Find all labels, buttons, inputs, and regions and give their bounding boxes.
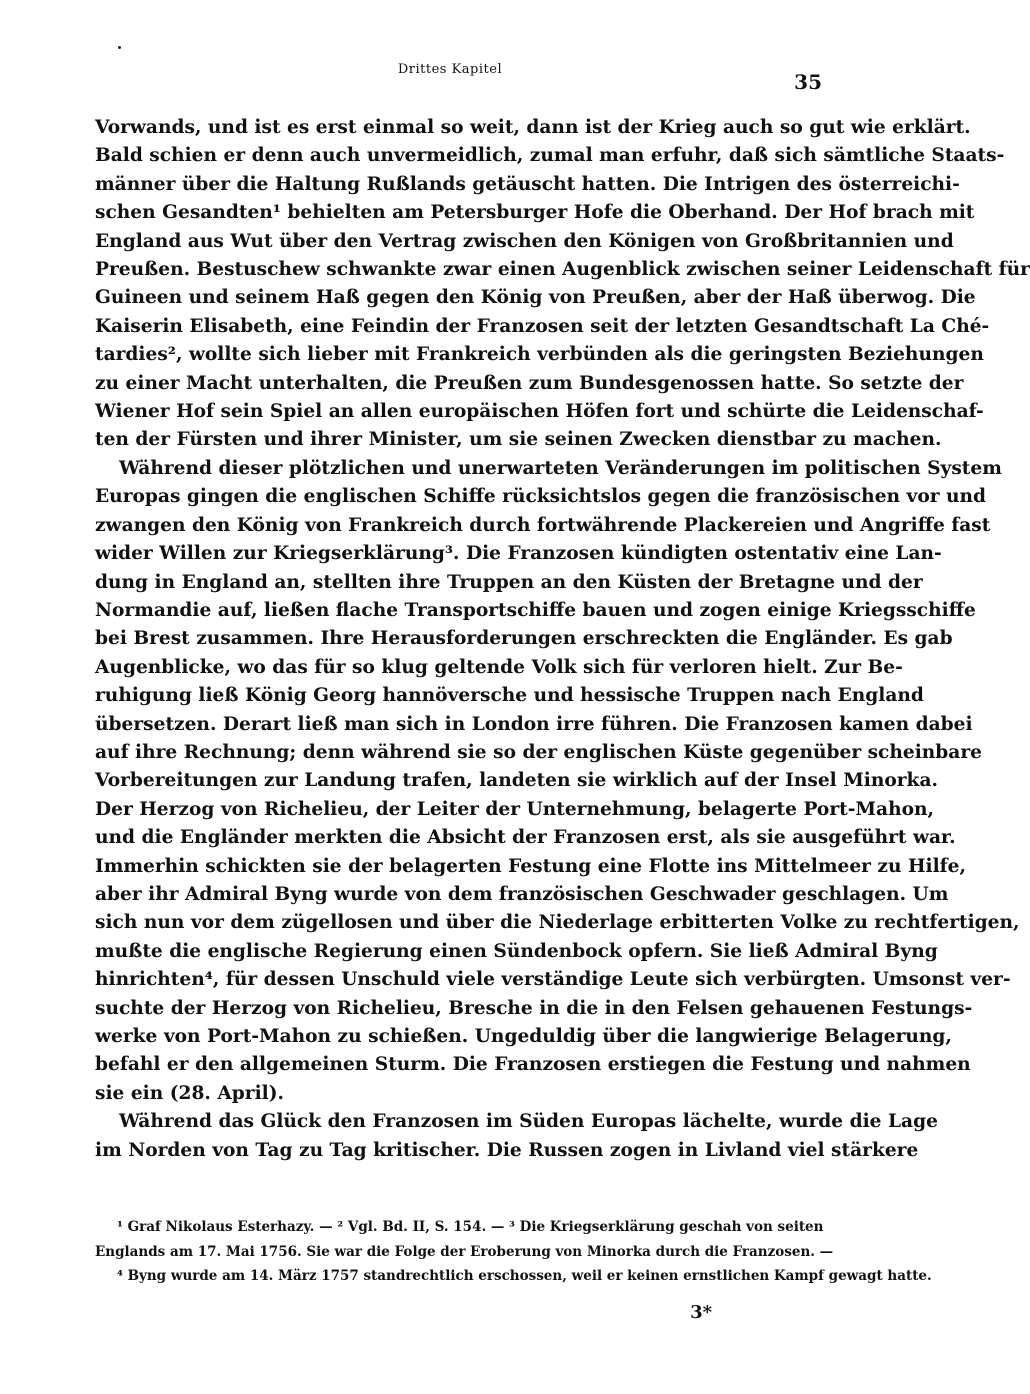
text-line: werke von Port-Mahon zu schießen. Ungeduldig über die langwierige Belagerung,	[95, 1026, 952, 1047]
text-line: Vorbereitungen zur Landung trafen, landeten sie wirklich auf der Insel Minorka.	[95, 770, 938, 792]
text-line: befahl er den allgemeinen Sturm. Die Franzosen erstiegen die Festung und nahmen	[95, 1054, 971, 1076]
text-line: schen Gesandten¹ behielten am Petersburger Hofe die Oberhand. Der Hof brach mit	[95, 202, 975, 224]
text-line: zu einer Macht unterhalten, die Preußen zum Bundesgenossen hatte. So setzte der	[95, 372, 964, 394]
page-number: 35	[794, 70, 822, 94]
text-line: aber ihr Admiral Byng wurde von dem französischen Geschwader geschlagen. Um	[95, 883, 949, 905]
text-line: sie ein (28. April).	[95, 1082, 284, 1104]
ink-speck	[118, 46, 121, 49]
text-line: suchte der Herzog von Richelieu, Bresche in die in den Felsen gehauenen Festungs-	[95, 997, 973, 1019]
text-line: Vorwands, und ist es erst einmal so weit, dann ist der Krieg auch so gut wie erklärt.	[95, 117, 971, 138]
text-line: ten der Fürsten und ihrer Minister, um sie seinen Zwecken dienstbar zu machen.	[95, 429, 942, 451]
text-line: auf ihre Rechnung; denn während sie so der englischen Küste gegenüber scheinbare	[95, 741, 982, 763]
text-line: Bald schien er denn auch unvermeidlich, zumal man erfuhr, daß sich sämtliche Staats-	[95, 145, 1005, 167]
text-line: und die Engländer merkten die Absicht der Franzosen erst, als sie ausgeführt war.	[95, 827, 956, 849]
footnote-line: Englands am 17. Mai 1756. Sie war die Folge der Eroberung von Minorka durch die Franzosen. —	[95, 1243, 834, 1260]
text-line: männer über die Haltung Rußlands getäuscht hatten. Die Intrigen des österreichi-	[95, 173, 960, 195]
text-line: mußte die englische Regierung einen Sündenbock opfern. Sie ließ Admiral Byng	[95, 940, 938, 962]
text-line: England aus Wut über den Vertrag zwischen den Königen von Großbritannien und	[95, 230, 954, 252]
footnote-line: ¹ Graf Nikolaus Esterhazy. — ² Vgl. Bd. II, S. 154. — ³ Die Kriegserklärung geschah von seiten	[117, 1219, 824, 1235]
text-line: Augenblicke, wo das für so klug geltende Volk sich für verloren hielt. Zur Be-	[95, 656, 903, 678]
text-line: Normandie auf, ließen flache Transportschiffe bauen und zogen einige Kriegsschiffe	[95, 599, 976, 621]
text-line: dung in England an, stellten ihre Truppen an den Küsten der Bretagne und der	[95, 571, 923, 593]
signature-mark: 3*	[690, 1302, 712, 1323]
text-line: Europas gingen die englischen Schiffe rücksichtslos gegen die französischen vor und	[95, 486, 987, 508]
text-line: Kaiserin Elisabeth, eine Feindin der Franzosen seit der letzten Gesandtschaft La Ché-	[95, 315, 990, 337]
footnote-line: ⁴ Byng wurde am 14. März 1757 standrechtlich erschossen, weil er keinen ernstlichen Kampf gewagt hatte.	[117, 1268, 932, 1284]
text-line: tardies², wollte sich lieber mit Frankreich verbünden als die geringsten Beziehungen	[95, 344, 984, 366]
text-line: Der Herzog von Richelieu, der Leiter der Unternehmung, belagerte Port-Mahon,	[95, 798, 934, 820]
text-line: hinrichten⁴, für dessen Unschuld viele verständige Leute sich verbürgten. Umsonst ver-	[95, 969, 1011, 991]
text-line: bei Brest zusammen. Ihre Herausforderungen erschreckten die Engländer. Es gab	[95, 628, 953, 650]
body-text	[95, 114, 1030, 1165]
running-head: Drittes Kapitel	[397, 62, 503, 77]
paragraph-start-line: Während das Glück den Franzosen im Süden Europas lächelte, wurde die Lage	[119, 1111, 938, 1133]
text-line: sich nun vor dem zügellosen und über die Niederlage erbitterten Volke zu rechtfertigen,	[95, 912, 1020, 934]
text-line: Wiener Hof sein Spiel an allen europäischen Höfen fort und schürte die Leidenschaf-	[95, 401, 984, 423]
text-line: Immerhin schickten sie der belagerten Festung eine Flotte ins Mittelmeer zu Hilfe,	[95, 855, 966, 877]
footnotes	[95, 1215, 932, 1289]
text-line: Preußen. Bestuschew schwankte zwar einen Augenblick zwischen seiner Leidenschaft für	[95, 259, 1030, 281]
text-line: wider Willen zur Kriegserklärung³. Die Franzosen kündigten ostentativ eine Lan-	[95, 543, 942, 565]
text-line: übersetzen. Derart ließ man sich in London irre führen. Die Franzosen kamen dabei	[95, 713, 973, 735]
text-line: Guineen und seinem Haß gegen den König von Preußen, aber der Haß überwog. Die	[95, 287, 976, 309]
text-line: im Norden von Tag zu Tag kritischer. Die Russen zogen in Livland viel stärkere	[95, 1139, 919, 1161]
paragraph-start-line: Während dieser plötzlichen und unerwarteten Veränderungen im politischen System	[119, 457, 1002, 479]
text-line: zwangen den König von Frankreich durch fortwährende Plackereien und Angriffe fast	[95, 514, 991, 536]
text-line: ruhigung ließ König Georg hannöversche und hessische Truppen nach England	[95, 685, 924, 707]
